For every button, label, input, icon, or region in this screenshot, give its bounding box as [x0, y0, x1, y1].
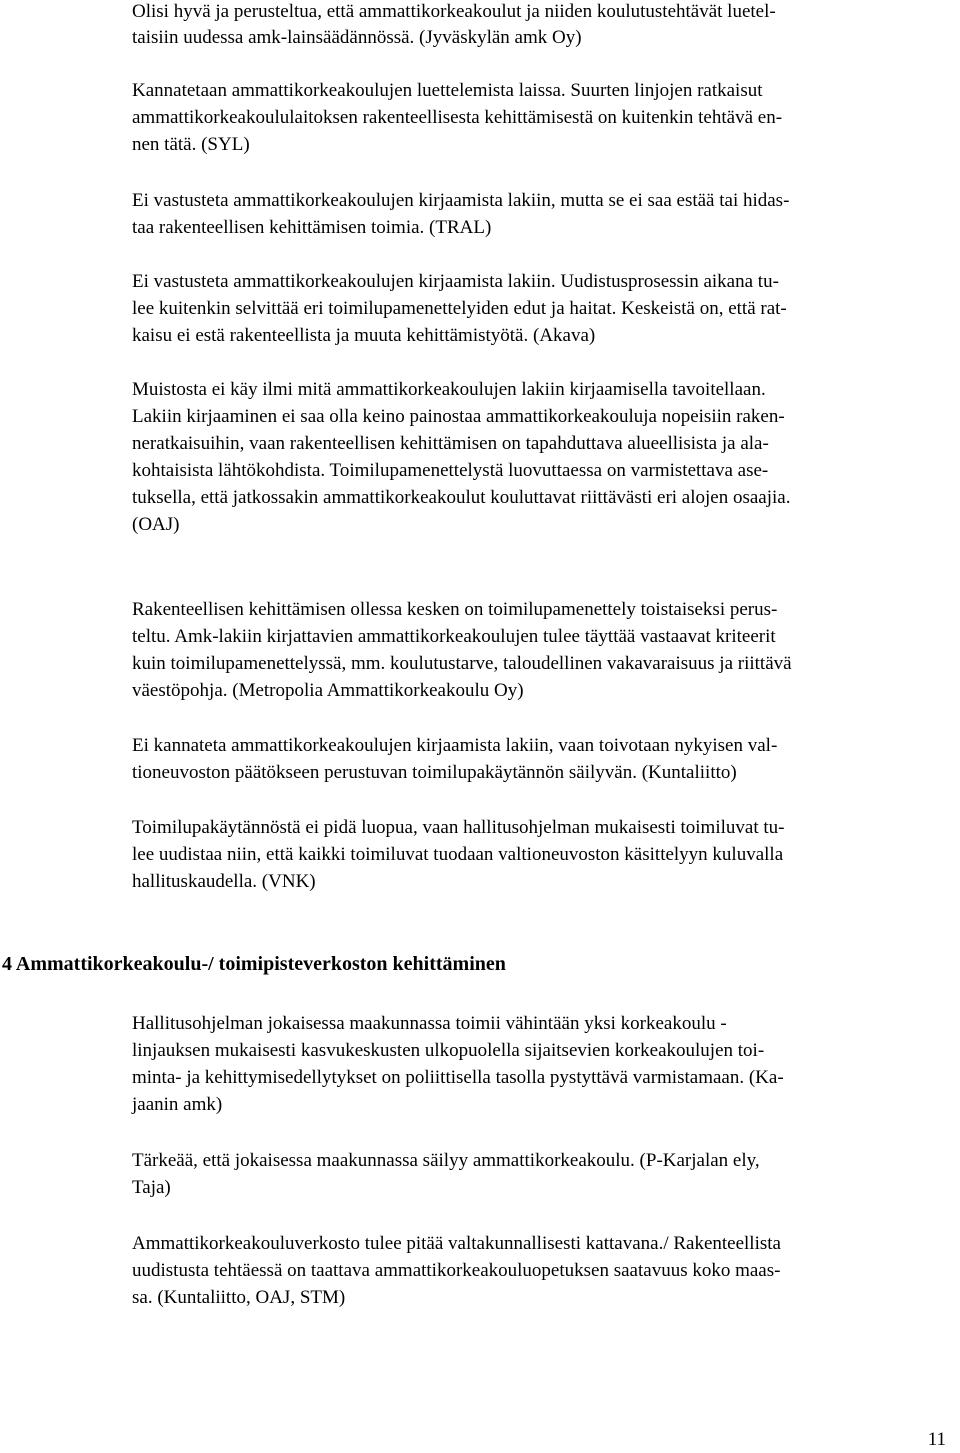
text-line: sa. (Kuntaliitto, OAJ, STM) — [132, 1287, 346, 1308]
text-line: Ei vastusteta ammattikorkeakoulujen kirjaamista lakiin. Uudistusprosessin aikana tu- — [132, 271, 779, 292]
text-line: Kannatetaan ammattikorkeakoulujen luettelemista laissa. Suurten linjojen ratkaisut — [132, 80, 763, 101]
page-number: 11 — [927, 1429, 946, 1450]
section-heading: 4 Ammattikorkeakoulu-/ toimipisteverkoston kehittäminen — [2, 953, 506, 975]
text-line: teltu. Amk-lakiin kirjattavien ammattikorkeakoulujen tulee täyttää vastaavat kriteerit — [132, 626, 776, 647]
text-line: linjauksen mukaisesti kasvukeskusten ulkopuolella sijaitsevien korkeakoulujen toi- — [132, 1040, 765, 1061]
text-line: Ammattikorkeakouluverkosto tulee pitää valtakunnallisesti kattavana./ Rakenteellista — [132, 1233, 781, 1254]
text-line: ammattikorkeakoululaitoksen rakenteellisesta kehittämisestä on kuitenkin tehtävä en- — [132, 107, 783, 128]
text-line: kaisu ei estä rakenteellista ja muuta kehittämistyötä. (Akava) — [132, 325, 596, 346]
text-line: hallituskaudella. (VNK) — [132, 871, 316, 892]
text-line: Rakenteellisen kehittämisen ollessa kesken on toimilupamenettely toistaiseksi perus- — [132, 599, 778, 620]
text-line: taa rakenteellisen kehittämisen toimia. (TRAL) — [132, 217, 492, 238]
text-line: väestöpohja. (Metropolia Ammattikorkeakoulu Oy) — [132, 680, 524, 701]
text-line: Lakiin kirjaaminen ei saa olla keino painostaa ammattikorkeakouluja nopeisiin raken- — [132, 406, 785, 427]
text-line: Taja) — [132, 1177, 171, 1198]
text-line: jaanin amk) — [132, 1094, 223, 1115]
text-line: Tärkeää, että jokaisessa maakunnassa säilyy ammattikorkeakoulu. (P-Karjalan ely, — [132, 1150, 760, 1171]
text-line: lee uudistaa niin, että kaikki toimiluvat tuodaan valtioneuvoston käsittelyyn kuluvalla — [132, 844, 784, 865]
text-line: Olisi hyvä ja perusteltua, että ammattikorkeakoulut ja niiden koulutustehtävät luetel- — [132, 1, 776, 22]
text-line: (OAJ) — [132, 514, 180, 535]
text-line: kuin toimilupamenettelyssä, mm. koulutustarve, taloudellinen vakavaraisuus ja riittävä — [132, 653, 792, 674]
text-line: lee kuitenkin selvittää eri toimilupamenettelyiden edut ja haitat. Keskeistä on, että rat- — [132, 298, 787, 319]
text-line: kohtaisista lähtökohdista. Toimilupamenettelystä luovuttaessa on varmistettava ase- — [132, 460, 769, 481]
text-line: uudistusta tehtäessä on taattava ammattikorkeakouluopetuksen saatavuus koko maas- — [132, 1260, 781, 1281]
text-line: tioneuvoston päätökseen perustuvan toimilupakäytännön säilyvän. (Kuntaliitto) — [132, 762, 737, 783]
text-line: Hallitusohjelman jokaisessa maakunnassa toimii vähintään yksi korkeakoulu - — [132, 1013, 727, 1034]
text-line: Muistosta ei käy ilmi mitä ammattikorkeakoulujen lakiin kirjaamisella tavoitellaan. — [132, 379, 766, 400]
text-line: Toimilupakäytännöstä ei pidä luopua, vaan hallitusohjelman mukaisesti toimiluvat tu- — [132, 817, 785, 838]
text-line: neratkaisuihin, vaan rakenteellisen kehittämisen on tapahduttava alueellisista ja ala- — [132, 433, 769, 454]
text-line: Ei vastusteta ammattikorkeakoulujen kirjaamista lakiin, mutta se ei saa estää tai hidas- — [132, 190, 790, 211]
text-line: minta- ja kehittymisedellytykset on poliittisella tasolla pystyttävä varmistamaan. (Ka- — [132, 1067, 784, 1088]
text-line: taisiin uudessa amk-lainsäädännössä. (Jyväskylän amk Oy) — [132, 27, 582, 48]
text-line: Ei kannateta ammattikorkeakoulujen kirjaamista lakiin, vaan toivotaan nykyisen val- — [132, 735, 778, 756]
text-line: tuksella, että jatkossakin ammattikorkeakoulut kouluttavat riittävästi eri alojen osaajia. — [132, 487, 791, 508]
text-line: nen tätä. (SYL) — [132, 134, 250, 155]
